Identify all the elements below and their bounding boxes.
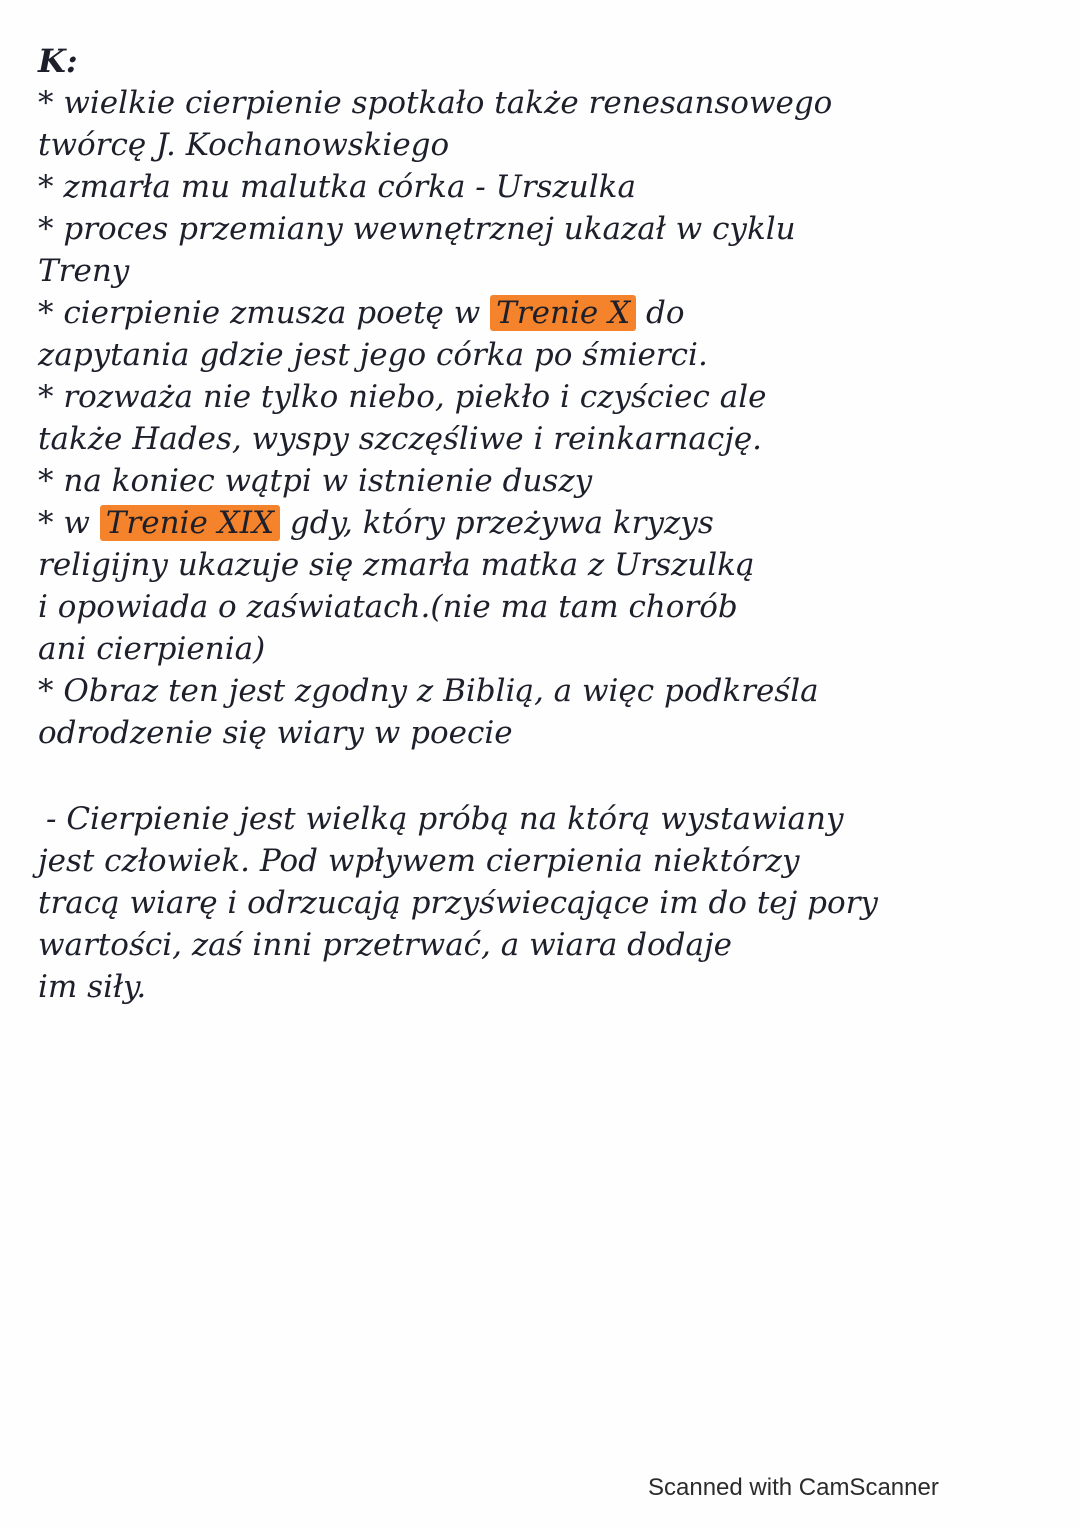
paragraph-line: - Cierpienie jest wielką próbą na którą wystawiany [46,801,844,837]
line-text: do [636,295,685,331]
paragraph-line: jest człowiek. Pod wpływem cierpienia niektórzy [38,843,800,879]
note-line [38,292,1038,334]
line-text: * w [38,505,100,541]
scanner-watermark: Scanned with CamScanner [648,1474,939,1501]
note-line: ani cierpienia) [38,631,266,667]
note-line: religijny ukazuje się zmarła matka z Urszulką [38,547,755,583]
note-line: * zmarła mu malutka córka - Urszulka [38,169,636,205]
highlight-tren-xix: Trenie XIX [100,505,280,541]
note-line: * Obraz ten jest zgodny z Biblią, a więc podkreśla [38,673,819,709]
handwritten-note [38,40,1038,1008]
note-line: * na koniec wątpi w istnienie duszy [38,463,593,499]
highlight-tren-x: Trenie X [490,295,636,331]
line-text: * cierpienie zmusza poetę w [38,295,491,331]
paragraph-line: wartości, zaś inni przetrwać, a wiara dodaje [38,927,732,963]
note-line: Treny [38,253,130,289]
note-line: * rozważa nie tylko niebo, piekło i czyściec ale [38,379,767,415]
note-line: twórcę J. Kochanowskiego [38,127,450,163]
note-line: i opowiada o zaświatach.(nie ma tam chorób [38,589,738,625]
note-line: zapytania gdzie jest jego córka po śmierci. [38,337,708,373]
note-line: * wielkie cierpienie spotkało także renesansowego [38,85,833,121]
line-text: gdy, który przeżywa kryzys [280,505,714,541]
note-line [38,502,1038,544]
note-line: odrodzenie się wiary w poecie [38,715,513,751]
note-line: także Hades, wyspy szczęśliwe i reinkarnację. [38,421,763,457]
paragraph-line: im siły. [38,969,147,1005]
paragraph-line: tracą wiarę i odrzucają przyświecające im do tej pory [38,885,878,921]
note-heading: K: [38,42,78,80]
paragraph-gap [38,754,1038,798]
note-line: * proces przemiany wewnętrznej ukazał w cyklu [38,211,796,247]
